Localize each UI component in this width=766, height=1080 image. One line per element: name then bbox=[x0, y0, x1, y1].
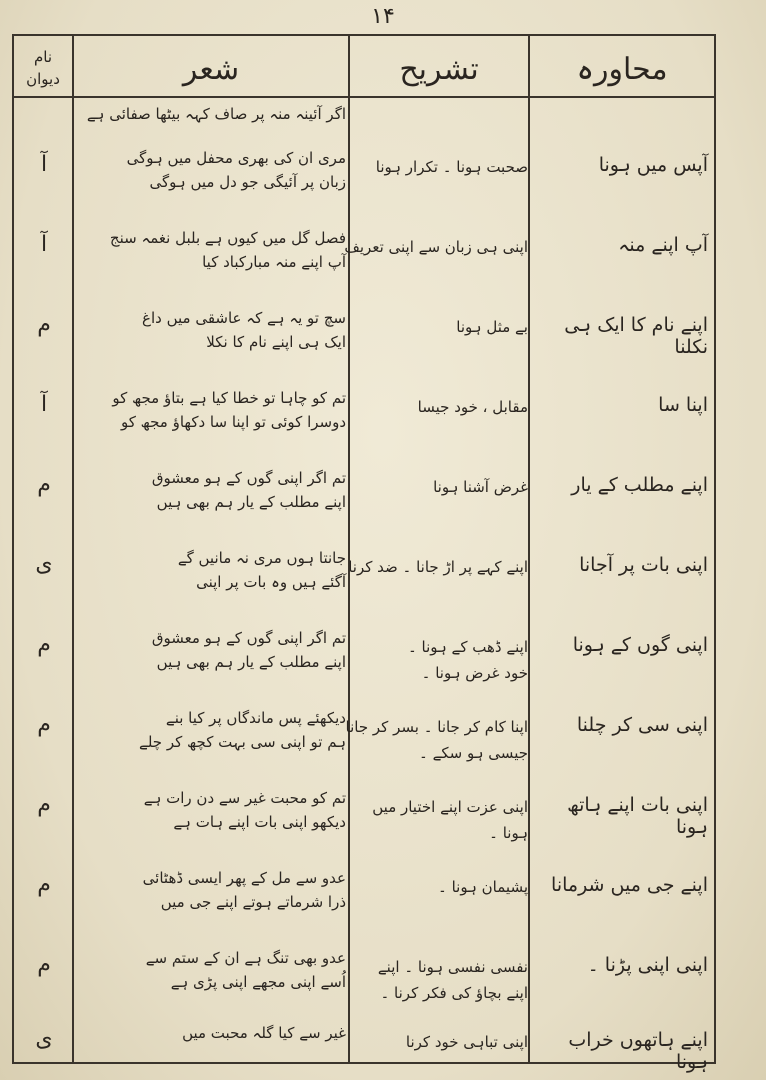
verse-cell bbox=[76, 226, 346, 274]
verse-line: زبان پر آئیگی جو دل میں ہوگی bbox=[149, 173, 346, 191]
verse-line: دوسرا کوئی تو اپنا سا دکھاؤ مجھ کو bbox=[120, 413, 346, 431]
verse-cell bbox=[76, 626, 346, 674]
verse-line: اگر آئینہ منہ پر صاف کہہ بیٹھا صفائی ہے bbox=[86, 105, 346, 123]
verse-line: ذرا شرماتے ہوتے اپنے جی میں bbox=[160, 893, 346, 911]
verse-line: جانتا ہوں مری نہ مانیں گے bbox=[177, 549, 346, 567]
verse-line: مری ان کی بھری محفل میں ہوگی bbox=[126, 149, 346, 167]
idiom-cell: اپنی سی کر چلنا bbox=[576, 714, 708, 736]
verse-line: تم کو چاہا تو خطا کیا ہے بتاؤ مجھ کو bbox=[112, 389, 346, 407]
explanation-cell bbox=[352, 1021, 528, 1055]
column-divider bbox=[348, 36, 350, 1062]
idiom-cell: آپ اپنے منہ bbox=[618, 234, 708, 256]
diwan-cell: م bbox=[37, 872, 51, 897]
header-verse: شعر bbox=[182, 51, 240, 87]
column-divider bbox=[528, 36, 530, 1062]
explanation-cell bbox=[344, 226, 528, 260]
idiom-cell: اپنی بات اپنے ہاتھ ہونا bbox=[567, 794, 708, 838]
verse-cell bbox=[76, 1021, 346, 1045]
explanation-line: بے مثل ہونا bbox=[456, 318, 528, 336]
verse-line: سچ تو یہ ہے کہ عاشقی میں داغ bbox=[142, 309, 346, 327]
explanation-cell bbox=[345, 706, 528, 766]
verse-cell bbox=[76, 706, 346, 754]
idiom-cell: اپنا سا bbox=[658, 394, 708, 416]
verse-cell bbox=[76, 786, 346, 834]
explanation-line: اپنی ہی زبان سے اپنی تعریف bbox=[344, 238, 528, 256]
header-diwan-line1: نام bbox=[33, 48, 53, 66]
explanation-cell bbox=[348, 546, 528, 580]
explanation-cell bbox=[352, 466, 528, 500]
diwan-cell: م bbox=[37, 312, 51, 337]
verse-line: فصل گل میں کیوں ہے بلبل نغمہ سنج bbox=[109, 229, 346, 247]
header-diwan-line2: دیوان bbox=[26, 70, 60, 88]
verse-cell bbox=[76, 466, 346, 514]
idiom-cell: اپنی اپنی پڑنا ۔ bbox=[587, 954, 708, 976]
diwan-cell: ی bbox=[35, 552, 53, 577]
verse-line: غیر سے کیا گلہ محبت میں bbox=[182, 1024, 346, 1042]
verse-line: تم اگر اپنی گوں کے ہو معشوق bbox=[151, 469, 346, 487]
page-number: ۱۴ bbox=[371, 4, 395, 29]
explanation-line: خود غرض ہونا ۔ bbox=[421, 664, 528, 682]
explanation-cell bbox=[352, 386, 528, 420]
verse-cell bbox=[76, 866, 346, 914]
explanation-line: ہونا ۔ bbox=[489, 824, 528, 842]
diwan-cell: ی bbox=[35, 1027, 53, 1052]
idiom-cell: آپس میں ہونا bbox=[598, 154, 708, 176]
verse-line: اپنے مطلب کے یار ہم بھی ہیں bbox=[156, 653, 346, 671]
explanation-cell bbox=[352, 626, 528, 686]
diwan-cell: آ bbox=[40, 392, 48, 417]
explanation-line: اپنے ڈھب کے ہونا ۔ bbox=[407, 638, 528, 656]
explanation-cell bbox=[352, 306, 528, 340]
idiom-cell: اپنے ہاتھوں خراب ہونا bbox=[568, 1029, 708, 1073]
verse-line: دیکھئے پس ماندگاں پر کیا بنے bbox=[165, 709, 346, 727]
verse-line: ہم تو اپنی سی بہت کچھ کر چلے bbox=[139, 733, 346, 751]
verse-cell bbox=[76, 386, 346, 434]
idiom-cell: اپنے جی میں شرمانا bbox=[551, 874, 708, 896]
explanation-line: صحبت ہونا ۔ تکرار ہونا bbox=[375, 158, 528, 176]
verse-line: دیکھو اپنی بات اپنے ہات ہے bbox=[173, 813, 346, 831]
idiom-table bbox=[12, 34, 716, 1073]
verse-line: تم کو محبت غیر سے دن رات ہے bbox=[143, 789, 346, 807]
explanation-cell bbox=[352, 146, 528, 180]
explanation-line: اپنے کہے پر اڑ جانا ۔ ضد کرنا bbox=[348, 558, 528, 576]
verse-line: عدو بھی تنگ ہے ان کے ستم سے bbox=[145, 949, 346, 967]
verse-cell bbox=[76, 306, 346, 354]
header-diwan bbox=[14, 40, 72, 96]
verse-line: آگئے ہیں وہ بات پر اپنی bbox=[196, 573, 346, 591]
explanation-line: جیسی ہو سکے ۔ bbox=[419, 744, 528, 762]
diwan-cell: م bbox=[37, 472, 51, 497]
verse-line: آپ اپنے منہ مبارکباد کیا bbox=[202, 253, 346, 271]
explanation-line: غرض آشنا ہونا bbox=[433, 478, 528, 496]
diwan-cell: م bbox=[37, 952, 51, 977]
idiom-cell: اپنی بات پر آجانا bbox=[579, 554, 708, 576]
top-verse bbox=[76, 102, 346, 126]
explanation-line: مقابل ، خود جیسا bbox=[417, 398, 528, 416]
idiom-cell: اپنے نام کا ایک ہی نکلنا bbox=[564, 314, 708, 358]
verse-line: اُسے اپنی مجھے اپنی پڑی ہے bbox=[170, 973, 346, 991]
explanation-line: اپنی تباہی خود کرنا bbox=[405, 1033, 528, 1051]
verse-line: ایک ہی اپنے نام کا نکلا bbox=[206, 333, 346, 351]
verse-line: عدو سے مل کے پھر ایسی ڈھٹائی bbox=[142, 869, 346, 887]
explanation-line: نفسی نفسی ہونا ۔ اپنے bbox=[377, 958, 528, 976]
verse-cell bbox=[76, 146, 346, 194]
idiom-cell: اپنی گوں کے ہونا bbox=[572, 634, 708, 656]
idiom-cell: اپنے مطلب کے یار bbox=[571, 474, 708, 496]
diwan-cell: آ bbox=[40, 232, 48, 257]
diwan-cell: م bbox=[37, 632, 51, 657]
verse-line: اپنے مطلب کے یار ہم بھی ہیں bbox=[156, 493, 346, 511]
verse-cell bbox=[76, 946, 346, 994]
header-explanation: تشریح bbox=[399, 51, 479, 87]
header-divider bbox=[14, 96, 714, 98]
explanation-cell bbox=[352, 946, 528, 1006]
verse-cell bbox=[76, 546, 346, 594]
explanation-line: اپنا کام کر جانا ۔ بسر کر جانا bbox=[345, 718, 528, 736]
explanation-cell bbox=[352, 866, 528, 900]
diwan-cell: م bbox=[37, 792, 51, 817]
verse-line: تم اگر اپنی گوں کے ہو معشوق bbox=[151, 629, 346, 647]
explanation-line: اپنی عزت اپنے اختیار میں bbox=[372, 798, 528, 816]
explanation-line: پشیمان ہونا ۔ bbox=[438, 878, 528, 896]
diwan-cell: آ bbox=[40, 152, 48, 177]
explanation-line: اپنے بچاؤ کی فکر کرنا ۔ bbox=[380, 984, 528, 1002]
explanation-cell bbox=[352, 786, 528, 846]
diwan-cell: م bbox=[37, 712, 51, 737]
header-idiom: محاورہ bbox=[576, 51, 668, 87]
